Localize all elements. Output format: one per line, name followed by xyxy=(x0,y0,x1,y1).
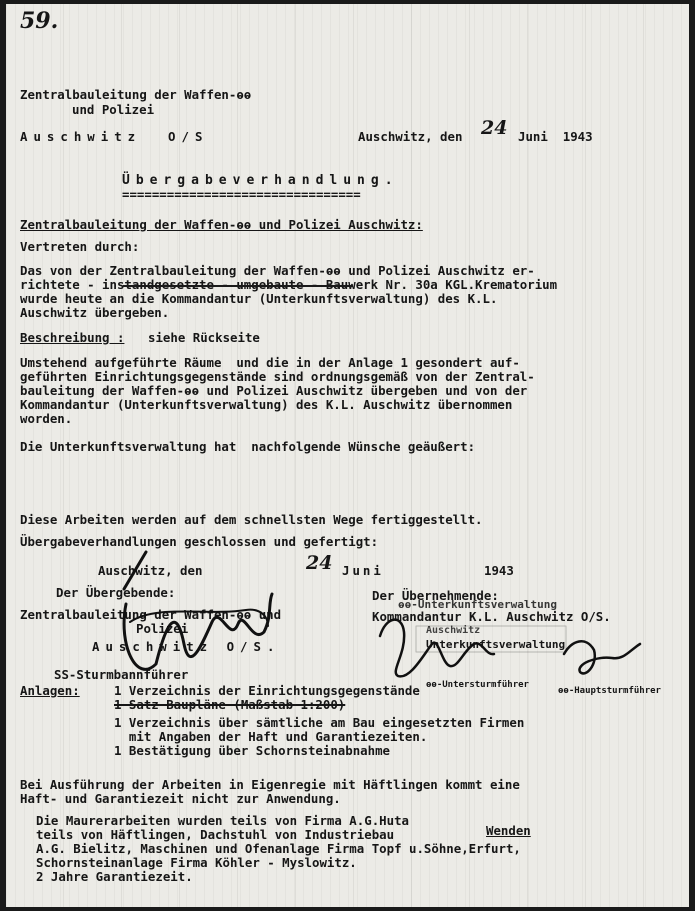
sign-place: Auschwitz, den xyxy=(98,563,203,578)
para1-line-1: Das von der Zentralbauleitung der Waffen-ⱺⱺ und Polizei Auschwitz er- xyxy=(20,263,535,278)
contractor-line-5: 2 Jahre Garantiezeit. xyxy=(36,869,193,884)
contractor-line-3: A.G. Bielitz, Maschinen und Ofenanlage Firma Topf u.Söhne,Erfurt, xyxy=(36,841,521,856)
left-sig-org-1: Zentralbauleitung der Waffen-ⱺⱺ und xyxy=(20,607,282,622)
right-signature-2 xyxy=(564,641,640,673)
attachment-1: 1 Verzeichnis der Einrichtungsgegenstände xyxy=(114,683,420,698)
stamp-line-1: ⱺⱺ-Unterkunftsverwaltung xyxy=(398,598,557,611)
liability-line-2: Haft- und Garantiezeit nicht zur Anwendung. xyxy=(20,791,341,806)
left-sig-role: Der Übergebende: xyxy=(56,585,176,600)
para2-line-2: geführten Einrichtungsgegenstände sind ordnungsgemäß von der Zentral- xyxy=(20,369,535,384)
left-sig-org-2: Polizei xyxy=(136,621,189,636)
sign-year: 1943 xyxy=(484,563,514,578)
date-month-year: Juni 1943 xyxy=(518,129,593,144)
represented-by: Vertreten durch: xyxy=(20,239,140,254)
document-page xyxy=(6,4,689,907)
org-line-1: Zentralbauleitung der Waffen-ⱺⱺ xyxy=(20,87,252,102)
wishes-line: Die Unterkunftsverwaltung hat nachfolgende Wünsche geäußert: xyxy=(20,439,476,454)
attachment-4: 1 Bestätigung über Schornsteinabnahme xyxy=(114,743,391,758)
sign-day-handwritten: 24 xyxy=(306,552,333,574)
page-number: 59. xyxy=(20,8,59,34)
para1-line-2: richtete - instandgesetzte - umgebaute - Bauwerk Nr. 30a KGL.Krematorium xyxy=(20,277,558,292)
contractor-line-1: Die Maurerarbeiten wurden teils von Firma A.G.Huta xyxy=(36,813,409,828)
contractor-line-2: teils von Häftlingen, Dachstuhl von Industriebau xyxy=(36,827,395,842)
document-title: Übergabeverhandlung. xyxy=(122,173,399,188)
left-sig-rank: SS-Sturmbannführer xyxy=(54,667,189,682)
attachment-3: 1 Verzeichnis über sämtliche am Bau eingesetzten Firmen xyxy=(114,715,525,730)
closed-line: Übergabeverhandlungen geschlossen und gefertigt: xyxy=(20,534,379,549)
para2-line-4: Kommandantur (Unterkunftsverwaltung) des K.L. Auschwitz übernommen xyxy=(20,397,513,412)
stamp-line-3: Unterkunftsverwaltung xyxy=(426,638,566,651)
contractor-line-4: Schornsteinanlage Firma Köhler - Myslowitz. xyxy=(36,855,357,870)
sign-month: Juni xyxy=(342,563,384,578)
right-sig-org: Kommandantur K.L. Auschwitz O/S. xyxy=(372,609,611,624)
attachment-3-cont: mit Angaben der Haft und Garantiezeiten. xyxy=(114,729,428,744)
date-prefix: Auschwitz, den xyxy=(358,129,463,144)
completion-line: Diese Arbeiten werden auf dem schnellsten Wege fertiggestellt. xyxy=(20,512,483,527)
right-sig-role: Der Übernehmende: xyxy=(372,588,499,603)
left-sig-place: Auschwitz O/S. xyxy=(92,639,281,654)
right-rank-left: ⱺⱺ-Untersturmführer xyxy=(426,680,529,690)
description-value: siehe Rückseite xyxy=(148,330,260,345)
contractor-note: Wenden xyxy=(486,823,531,838)
para2-line-1: Umstehend aufgeführte Räume und die in der Anlage 1 gesondert auf- xyxy=(20,355,520,370)
right-rank-right: ⱺⱺ-Hauptsturmführer xyxy=(558,686,661,696)
liability-line-1: Bei Ausführung der Arbeiten in Eigenregie mit Häftlingen kommt eine xyxy=(20,777,520,792)
para2-line-5: worden. xyxy=(20,411,73,426)
stamp-line-2: Auschwitz xyxy=(426,625,481,636)
handwritten-ink-layer xyxy=(6,4,689,907)
section-heading: Zentralbauleitung der Waffen-ⱺⱺ und Polizei Auschwitz: xyxy=(20,217,423,232)
attachments-label: Anlagen: xyxy=(20,683,80,698)
date-day-handwritten: 24 xyxy=(481,117,508,139)
attachment-2-struck: 1 Satz Baupläne (Maßstab 1:200) xyxy=(114,697,346,712)
description-label: Beschreibung : xyxy=(20,330,125,345)
para1-line-4: Auschwitz übergeben. xyxy=(20,305,170,320)
org-line-2: und Polizei xyxy=(72,102,155,117)
right-signature-1 xyxy=(380,620,494,677)
title-double-rule: ================================ xyxy=(122,187,361,202)
place-header: Auschwitz O/S xyxy=(20,129,209,144)
para2-line-3: bauleitung der Waffen-ⱺⱺ und Polizei Auschwitz übergeben und von der xyxy=(20,383,528,398)
para1-line-3: wurde heute an die Kommandantur (Unterkunftsverwaltung) des K.L. xyxy=(20,291,498,306)
